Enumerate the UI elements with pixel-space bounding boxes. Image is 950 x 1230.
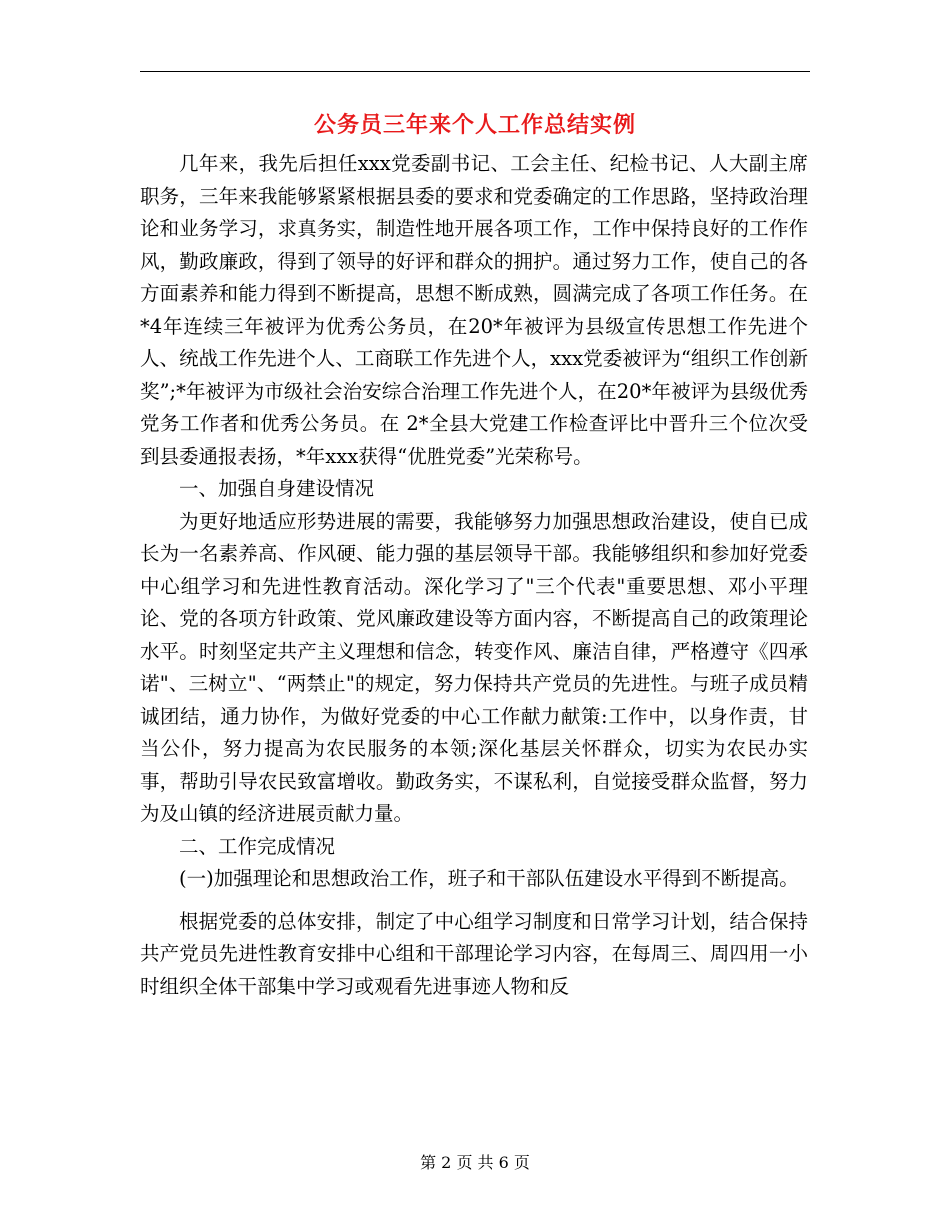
page-footer: 第 2 页 共 6 页 — [420, 1153, 530, 1172]
document-title: 公务员三年来个人工作总结实例 — [313, 113, 636, 138]
intro-paragraph: 几年来，我先后担任xxx党委副书记、工会主任、纪检书记、人大副主席职务，三年来我能够紧紧根据县委的要求和党委确定的工作思路，坚持政治理论和业务学习，求真务实，制造性地开展各项工作，工作中保持良好的工作作风，勤政廉政，得到了领导的好评和群众的拥护。通过努力工作，使自己的各方面素养和能力得到不断提高，思想不断成熟，圆满完成了各项工作任务。在*4年连续三年被评为优秀公务员，在20*年被评为县级宣传思想工作先进个人、统战工作先进个人、工商联工作先进个人，xxx党委被评为“组织工作创新奖”;*年被评为市级社会治安综合治理工作先进个人，在20*年被评为县级优秀党务工作者和优秀公务员。在 2*全县大党建工作检查评比中晋升三个位次受到县委通报表扬，*年xxx获得“优胜党委”光荣称号。 — [140, 152, 808, 468]
document-body — [140, 148, 808, 1003]
self-building-paragraph: 为更好地适应形势进展的需要，我能够努力加强思想政治建设，使自已成长为一名素养高、作风硬、能力强的基层领导干部。我能够组织和参加好党委中心组学习和先进性教育活动。深化学习了"三个代表"重要思想、邓小平理论、党的各项方针政策、党风廉政建设等方面内容，不断提高自己的政策理论水平。时刻坚定共产主义理想和信念，转变作风、廉洁自律，严格遵守《四承诺"、三树立"、“两禁止"的规定，努力保持共产党员的先进性。与班子成员精诚团结，通力协作，为做好党委的中心工作献力献策:工作中，以身作责，甘当公仆，努力提高为农民服务的本领;深化基层关怀群众，切实为农民办实事，帮助引导农民致富增收。勤政务实，不谋私利，自觉接受群众监督，努力为及山镇的经济进展贡献力量。 — [140, 509, 808, 825]
subsection-heading-theory: (一)加强理论和思想政治工作，班子和干部队伍建设水平得到不断提高。 — [179, 867, 799, 890]
header-rule — [140, 71, 810, 72]
section-heading-work-completion: 二、工作完成情况 — [179, 834, 336, 858]
section-heading-self-building: 一、加强自身建设情况 — [179, 477, 375, 500]
theory-paragraph: 根据党委的总体安排，制定了中心组学习制度和日常学习计划，结合保持共产党员先进性教育安排中心组和干部理论学习内容，在每周三、周四用一小时组织全体干部集中学习或观看先进事迹人物和反 — [140, 909, 808, 998]
